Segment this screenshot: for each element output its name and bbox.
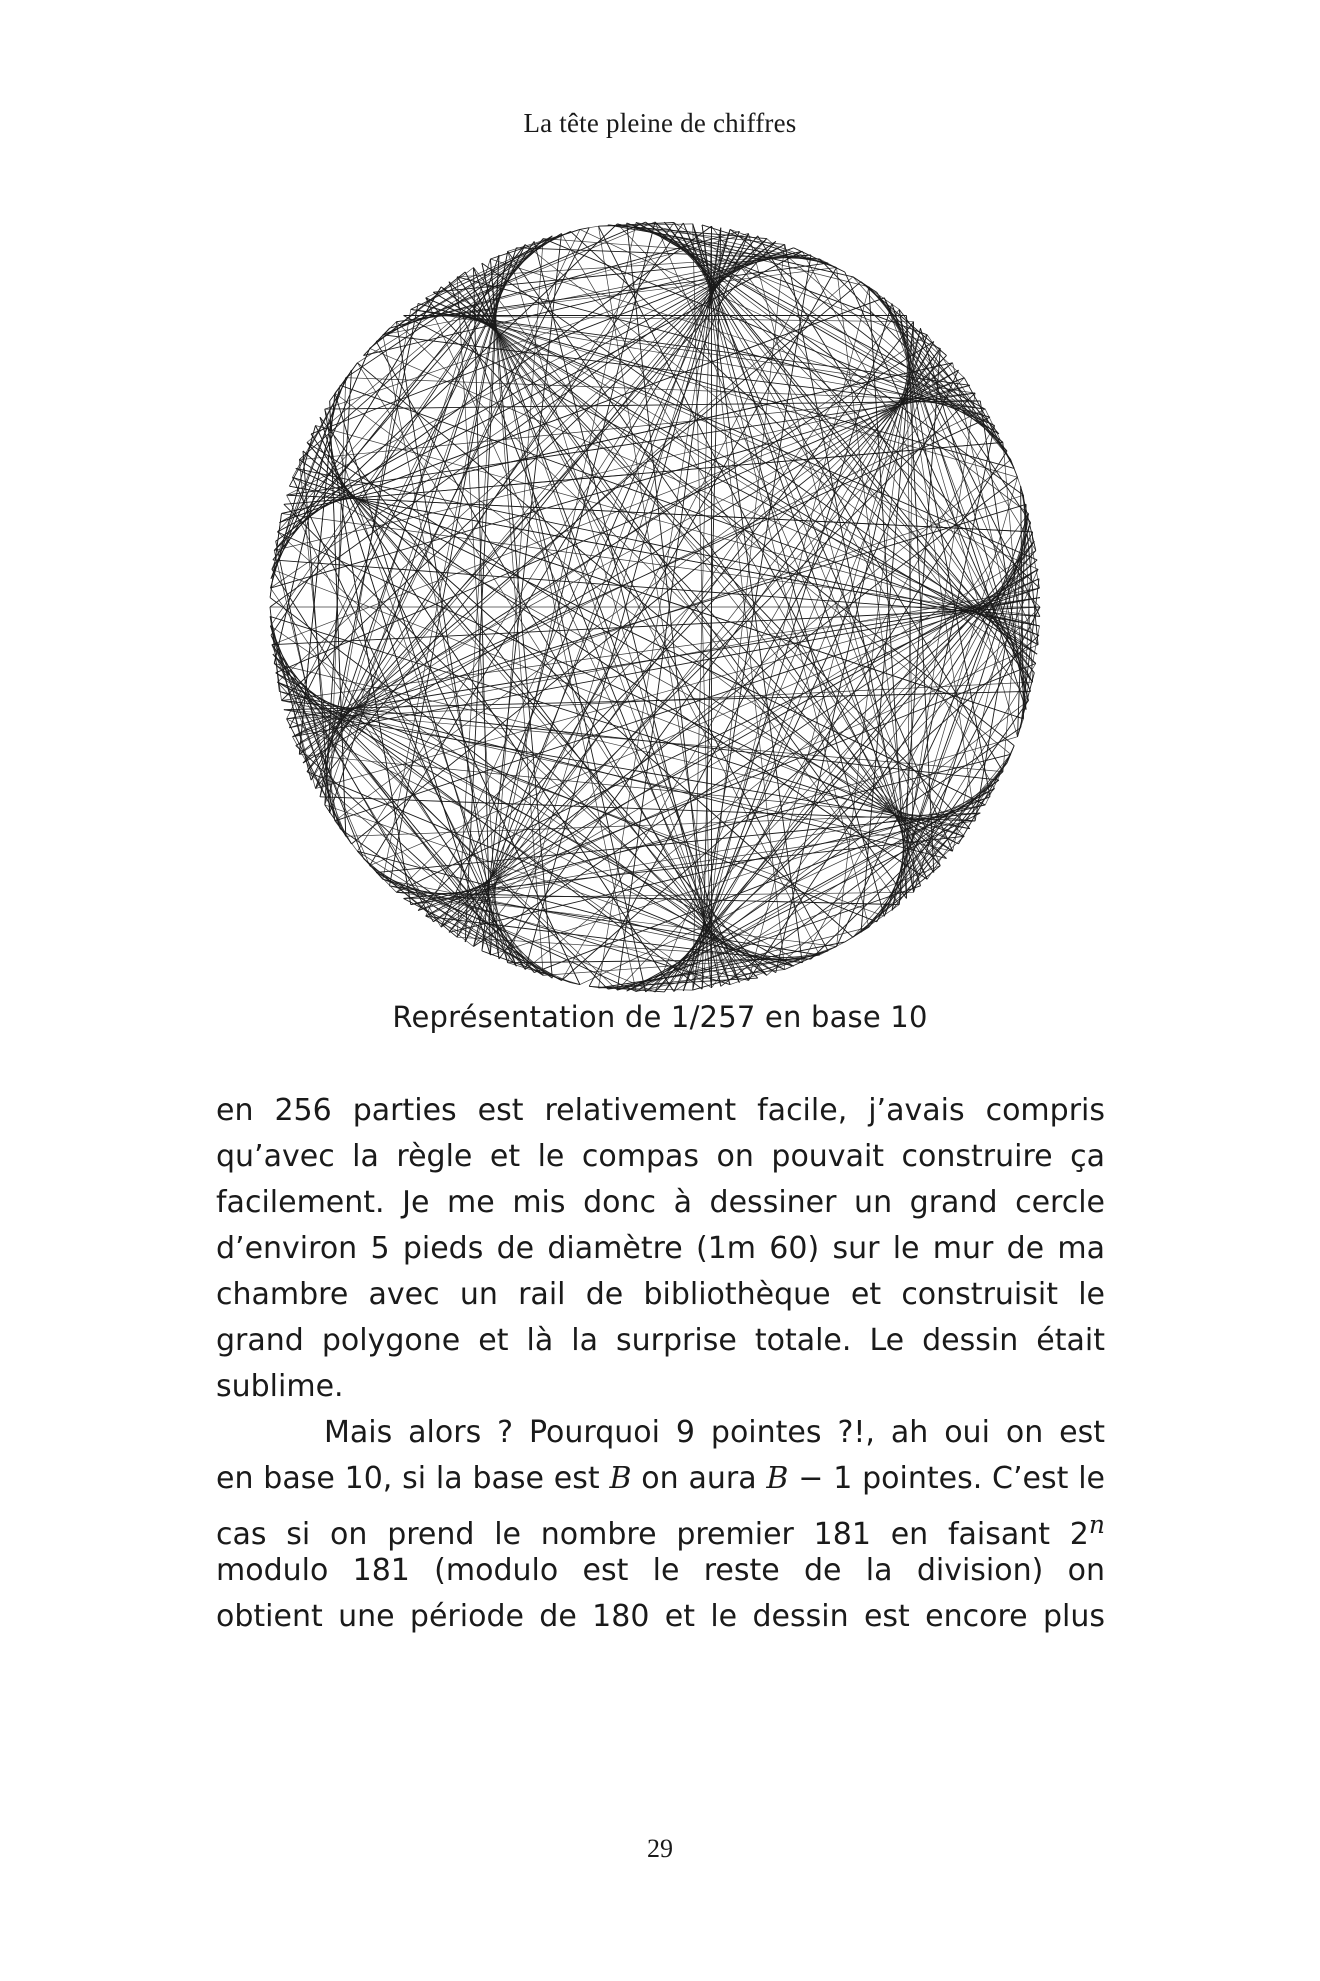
chord-line bbox=[927, 335, 1011, 460]
chord-line bbox=[674, 223, 995, 789]
paragraph-1-line-2: qu’avec la règle et le compas on pouvait construire ça bbox=[216, 1139, 1105, 1174]
chord-line bbox=[580, 228, 589, 230]
body-text bbox=[216, 1088, 1105, 1640]
chord-line bbox=[411, 805, 985, 905]
chord-line bbox=[627, 223, 941, 348]
chord-line bbox=[636, 951, 828, 992]
chord-line bbox=[271, 626, 316, 789]
paragraph-2-line-5: obtient une période de 180 et le dessin est encore plus bbox=[216, 1599, 1105, 1634]
chord-line bbox=[985, 746, 1014, 805]
chord-line bbox=[299, 236, 552, 460]
chord-line bbox=[820, 942, 845, 955]
math-variable-b: B bbox=[766, 1461, 789, 1496]
chord-line bbox=[617, 927, 869, 990]
chord-line bbox=[277, 239, 543, 532]
chord-line bbox=[853, 905, 899, 938]
chord-line bbox=[562, 234, 934, 873]
math-variable-b: B bbox=[609, 1461, 632, 1496]
chord-line bbox=[474, 229, 731, 946]
chord-line bbox=[490, 229, 580, 259]
page-number: 29 bbox=[647, 1834, 673, 1863]
chord-line bbox=[589, 226, 598, 228]
paragraph-1-line-1: en 256 parties est relativement facile, j’avais compris bbox=[216, 1093, 1105, 1128]
paragraph-1-line-5: chambre avec un rail de bibliothèque et construisit le bbox=[216, 1277, 1105, 1312]
chord-line bbox=[271, 241, 776, 588]
chord-line bbox=[274, 664, 617, 991]
chord-line bbox=[271, 626, 776, 973]
chord-line bbox=[307, 772, 552, 979]
chord-line bbox=[482, 263, 636, 991]
chord-line bbox=[299, 393, 335, 754]
chord-line bbox=[985, 409, 1014, 468]
text-segment: en base 10, si la base est bbox=[216, 1461, 610, 1496]
chord-line bbox=[357, 851, 561, 980]
chord-line bbox=[749, 234, 921, 886]
chord-line bbox=[279, 691, 884, 916]
figure-caption: Représentation de 1/257 en base 10 bbox=[392, 1000, 928, 1034]
chord-line bbox=[636, 223, 828, 264]
text-segment: on aura bbox=[631, 1461, 767, 1496]
chord-line bbox=[767, 772, 1003, 976]
paragraph-1-line-6: grand polygone et là la surprise totale. Le dessin était bbox=[216, 1323, 1105, 1358]
chord-line bbox=[376, 873, 561, 981]
paragraph-2-line-4: modulo 181 (modulo est le reste de la division) on bbox=[216, 1553, 1105, 1588]
chord-lines bbox=[270, 222, 1040, 992]
chord-line bbox=[270, 598, 767, 976]
text-segment: − 1 pointes. C’est le bbox=[788, 1461, 1105, 1496]
paragraph-2-line-1: Mais alors ? Pourquoi 9 pointes ?!, ah oui on est bbox=[324, 1415, 1105, 1450]
chord-line bbox=[884, 569, 1038, 916]
paragraph-1-line-4: d’environ 5 pieds de diamètre (1m 60) sur le mur de ma bbox=[216, 1231, 1105, 1266]
running-header: La tête pleine de chiffres bbox=[523, 108, 797, 138]
chord-line bbox=[914, 523, 1031, 893]
chord-line bbox=[884, 298, 1040, 617]
chord-line bbox=[674, 426, 995, 992]
chord-line bbox=[869, 754, 1011, 927]
paragraph-2-line-3 bbox=[216, 1502, 1105, 1552]
chord-line bbox=[693, 287, 869, 990]
chord-line bbox=[853, 277, 1007, 451]
modular-circle-illustration bbox=[262, 218, 1048, 996]
chord-line bbox=[289, 486, 1039, 626]
chord-line bbox=[364, 322, 397, 356]
paragraph-2-line-2 bbox=[216, 1456, 1105, 1502]
chord-line bbox=[465, 272, 819, 955]
math-exponent-n: n bbox=[1088, 1510, 1105, 1539]
figure bbox=[262, 218, 1048, 996]
chord-line bbox=[271, 588, 535, 973]
paragraph-1-line-7: sublime. bbox=[216, 1369, 344, 1404]
chord-line bbox=[433, 551, 1036, 922]
chord-line bbox=[279, 298, 884, 523]
chord-line bbox=[877, 664, 1036, 922]
text-segment: cas si on prend le nombre premier 181 en faisant 2 bbox=[216, 1517, 1089, 1552]
paragraph-1-line-3: facilement. Je me mis donc à dessiner un grand cercle bbox=[216, 1185, 1105, 1220]
